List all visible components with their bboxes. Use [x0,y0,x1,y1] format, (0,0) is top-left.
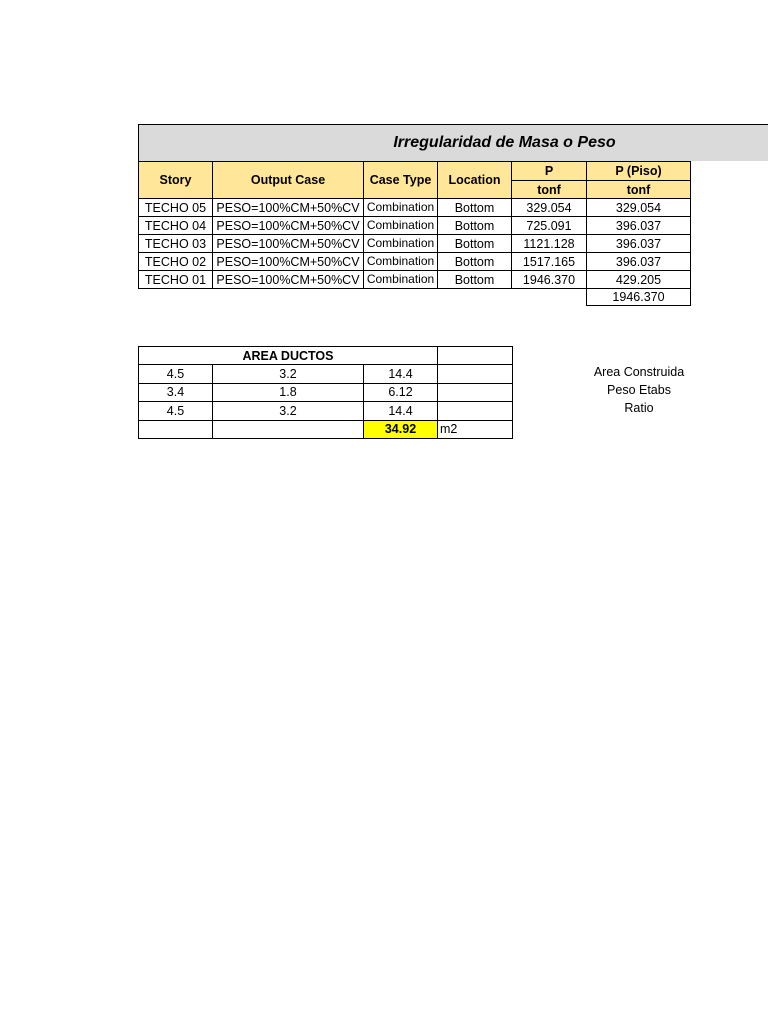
header-p-piso-unit[interactable]: tonf [587,181,691,199]
cell-case-type[interactable]: Combination [364,217,438,235]
empty-cell[interactable] [438,402,513,420]
table-row [139,383,513,401]
header-case-type[interactable]: Case Type [364,162,438,199]
ductos-cell[interactable]: 14.4 [364,402,438,420]
cell-location[interactable]: Bottom [438,199,512,217]
header-location[interactable]: Location [438,162,512,199]
sheet-title [138,124,691,161]
table-row [139,271,691,289]
table-row [139,253,691,271]
cell-p[interactable]: 725.091 [512,217,587,235]
table-row [139,235,691,253]
mass-table [138,161,691,306]
header-p-unit[interactable]: tonf [512,181,587,199]
empty-cell [139,289,587,306]
table-row [139,217,691,235]
table-row [139,365,513,383]
ductos-total[interactable]: 34.92 [364,420,438,438]
cell-output-case[interactable]: PESO=100%CM+50%CV [213,271,364,289]
area-ductos-table [138,346,513,439]
cell-output-case[interactable]: PESO=100%CM+50%CV [213,235,364,253]
label-peso-etabs: Peso Etabs [607,383,671,397]
cell-p[interactable]: 1517.165 [512,253,587,271]
cell-p[interactable]: 1946.370 [512,271,587,289]
label-area-construida: Area Construida [593,365,685,379]
cell-total-p-piso[interactable]: 1946.370 [587,289,691,306]
cell-case-type[interactable]: Combination [364,271,438,289]
ductos-unit[interactable]: m2 [438,420,513,438]
cell-location[interactable]: Bottom [438,235,512,253]
cell-p[interactable]: 329.054 [512,199,587,217]
cell-p-piso[interactable]: 396.037 [587,217,691,235]
cell-p-piso[interactable]: 329.054 [587,199,691,217]
cell-story[interactable]: TECHO 05 [139,199,213,217]
cell-case-type[interactable]: Combination [364,253,438,271]
label-ratio: Ratio [624,401,654,415]
header-p[interactable]: P [512,162,587,181]
ductos-cell[interactable]: 4.5 [139,402,213,420]
sheet-title-text: Irregularidad de Masa o Peso [393,133,616,151]
empty-cell[interactable] [438,347,513,365]
cell-location[interactable]: Bottom [438,217,512,235]
cell-story[interactable]: TECHO 02 [139,253,213,271]
cell-case-type[interactable]: Combination [364,235,438,253]
empty-cell[interactable] [213,420,364,438]
cell-output-case[interactable]: PESO=100%CM+50%CV [213,253,364,271]
cell-output-case[interactable]: PESO=100%CM+50%CV [213,199,364,217]
cell-story[interactable]: TECHO 03 [139,235,213,253]
cell-location[interactable]: Bottom [438,271,512,289]
cell-p-piso[interactable]: 396.037 [587,235,691,253]
ductos-cell[interactable]: 3.4 [139,383,213,401]
cell-story[interactable]: TECHO 04 [139,217,213,235]
cell-case-type[interactable]: Combination [364,199,438,217]
table-row [139,402,513,420]
empty-cell[interactable] [438,365,513,383]
ductos-cell[interactable]: 3.2 [213,402,364,420]
cell-p[interactable]: 1121.128 [512,235,587,253]
ductos-cell[interactable]: 1.8 [213,383,364,401]
header-story[interactable]: Story [139,162,213,199]
empty-cell[interactable] [139,420,213,438]
cell-p-piso[interactable]: 429.205 [587,271,691,289]
cell-story[interactable]: TECHO 01 [139,271,213,289]
ductos-header[interactable]: AREA DUCTOS [139,347,438,365]
cell-location[interactable]: Bottom [438,253,512,271]
table-row [139,199,691,217]
header-p-piso[interactable]: P (Piso) [587,162,691,181]
header-output-case[interactable]: Output Case [213,162,364,199]
cell-output-case[interactable]: PESO=100%CM+50%CV [213,217,364,235]
cell-p-piso[interactable]: 396.037 [587,253,691,271]
ductos-cell[interactable]: 14.4 [364,365,438,383]
ductos-cell[interactable]: 3.2 [213,365,364,383]
ductos-cell[interactable]: 4.5 [139,365,213,383]
ductos-cell[interactable]: 6.12 [364,383,438,401]
empty-cell[interactable] [438,383,513,401]
